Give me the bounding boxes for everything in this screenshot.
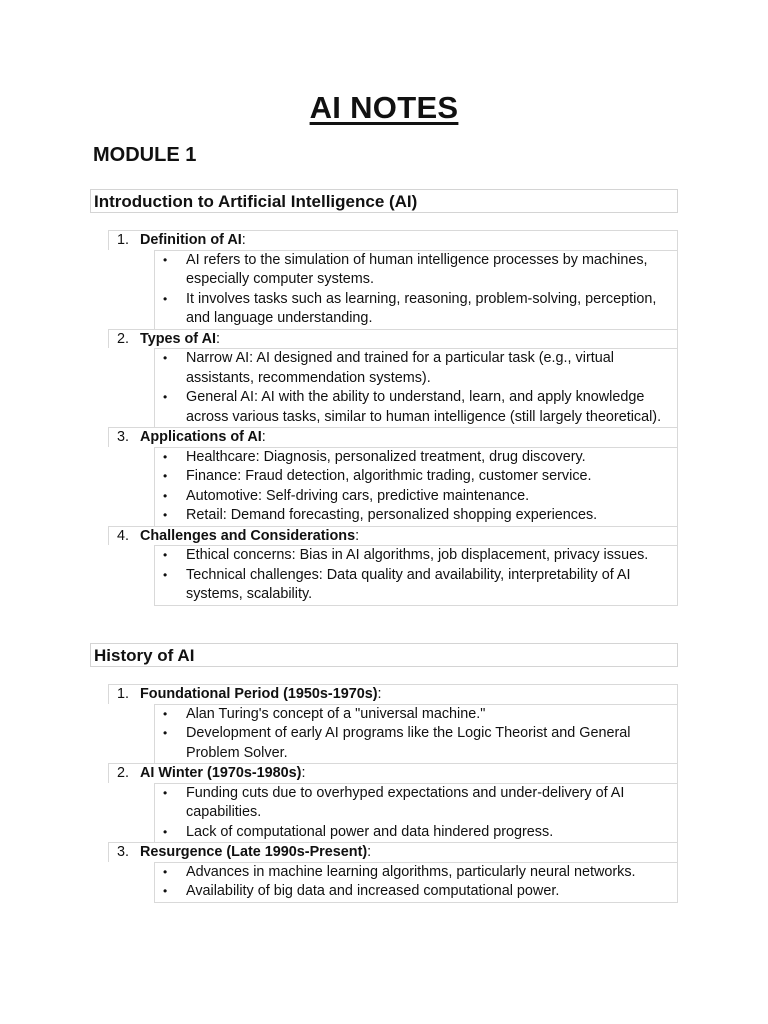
list-item-title	[140, 843, 371, 861]
list-item-label: Foundational Period (1950s-1970s)	[140, 686, 378, 702]
bullet-item	[155, 290, 677, 329]
bullet-item	[155, 546, 677, 566]
numbered-list-introduction	[108, 230, 678, 606]
bullet-item	[155, 566, 677, 605]
bullet-icon: •	[163, 864, 168, 879]
bullet-item	[155, 349, 677, 388]
bullet-item	[155, 784, 677, 823]
bullet-list	[154, 348, 678, 427]
bullet-item	[155, 251, 677, 290]
list-item-suffix: :	[241, 232, 246, 248]
list-item-suffix: :	[301, 765, 306, 782]
list-item-heading	[108, 842, 678, 862]
bullet-list	[154, 704, 678, 764]
list-item-label: Definition of AI	[140, 232, 242, 248]
bullet-text: Funding cuts due to overhyped expectations and under-delivery of AI capabilities.	[186, 784, 625, 821]
bullet-text: Finance: Fraud detection, algorithmic trading, customer service.	[186, 468, 592, 485]
bullet-text: Retail: Demand forecasting, personalized shopping experiences.	[186, 507, 598, 524]
list-item-title	[140, 764, 305, 782]
bullet-item	[155, 506, 677, 526]
bullet-text: Alan Turing's concept of a "universal machine."	[186, 705, 486, 722]
bullet-icon: •	[163, 824, 168, 839]
bullet-text: Lack of computational power and data hindered progress.	[186, 823, 554, 840]
bullet-text: Availability of big data and increased computational power.	[186, 883, 560, 900]
bullet-item	[155, 467, 677, 487]
bullet-item	[155, 705, 677, 725]
bullet-text: Healthcare: Diagnosis, personalized treatment, drug discovery.	[186, 448, 586, 465]
list-item-heading	[108, 763, 678, 783]
list-item-number: 3.	[117, 429, 130, 446]
bullet-text: General AI: AI with the ability to understand, learn, and apply knowledge across various tasks, similar to human intelligence (still largely theoretical).	[186, 389, 662, 425]
list-item-heading	[108, 526, 678, 546]
bullet-text: Advances in machine learning algorithms, particularly neural networks.	[186, 863, 636, 880]
bullet-list	[154, 862, 678, 902]
list-item-number: 4.	[117, 527, 130, 544]
list-item-title	[140, 231, 246, 249]
bullet-icon: •	[163, 252, 168, 267]
bullet-icon: •	[163, 291, 168, 306]
document-title: AI NOTES	[309, 90, 459, 125]
bullet-text: Automotive: Self-driving cars, predictive maintenance.	[186, 487, 530, 504]
list-item-title	[140, 685, 382, 703]
list-bottom-border	[154, 605, 678, 606]
bullet-icon: •	[163, 390, 168, 405]
list-item-title	[140, 428, 266, 446]
bullet-item	[155, 882, 677, 902]
list-item-label: AI Winter (1970s-1980s)	[140, 765, 302, 782]
bullet-text: AI refers to the simulation of human intelligence processes by machines, especially computer systems.	[186, 251, 648, 288]
bullet-list	[154, 783, 678, 843]
list-item-suffix: :	[261, 429, 266, 446]
bullet-icon: •	[163, 884, 168, 899]
bullet-icon: •	[163, 488, 168, 503]
list-item-suffix: :	[377, 686, 382, 702]
list-item-title	[140, 527, 359, 545]
list-item-heading	[108, 427, 678, 447]
list-item-label: Resurgence (Late 1990s-Present)	[140, 844, 368, 861]
bullet-item	[155, 388, 677, 427]
bullet-icon: •	[163, 785, 168, 800]
bullet-text: Development of early AI programs like the Logic Theorist and General Problem Solver.	[186, 725, 631, 761]
list-item-heading	[108, 329, 678, 349]
list-item-label: Types of AI	[140, 330, 216, 347]
list-item-title	[140, 330, 220, 348]
bullet-list	[154, 545, 678, 605]
bullet-item	[155, 724, 677, 763]
bullet-text: Technical challenges: Data quality and availability, interpretability of AI systems, scalability.	[186, 566, 631, 603]
bullet-item	[155, 487, 677, 507]
bullet-list	[154, 447, 678, 526]
bullet-item	[155, 863, 677, 883]
list-item-number: 1.	[117, 686, 130, 702]
list-item-suffix: :	[215, 330, 220, 347]
bullet-text: Ethical concerns: Bias in AI algorithms, job displacement, privacy issues.	[186, 547, 649, 564]
bullet-list	[154, 250, 678, 329]
bullet-icon: •	[163, 706, 168, 721]
bullet-icon: •	[163, 548, 168, 563]
bullet-text: Narrow AI: AI designed and trained for a particular task (e.g., virtual assistants, recommendation systems).	[186, 350, 614, 386]
list-item-number: 2.	[117, 330, 130, 347]
bullet-item	[155, 448, 677, 468]
list-item-number: 2.	[117, 765, 130, 782]
bullet-icon: •	[163, 351, 168, 366]
list-item-label: Challenges and Considerations	[140, 527, 356, 544]
bullet-icon: •	[163, 567, 168, 582]
section-heading-introduction: Introduction to Artificial Intelligence (AI)	[90, 189, 678, 213]
bullet-text: It involves tasks such as learning, reasoning, problem-solving, perception, and language understanding.	[186, 290, 657, 327]
list-item-label: Applications of AI	[140, 429, 262, 446]
list-item-heading	[108, 684, 678, 704]
bullet-icon: •	[163, 469, 168, 484]
list-item-suffix: :	[355, 527, 360, 544]
bullet-icon: •	[163, 726, 168, 741]
bullet-icon: •	[163, 449, 168, 464]
module-heading: MODULE 1	[93, 144, 197, 166]
list-item-number: 1.	[117, 232, 130, 248]
list-bottom-border	[154, 902, 678, 903]
bullet-item	[155, 823, 677, 843]
list-item-suffix: :	[367, 844, 372, 861]
bullet-icon: •	[163, 508, 168, 523]
list-item-heading	[108, 230, 678, 250]
section-heading-history: History of AI	[90, 643, 678, 667]
numbered-list-history	[108, 684, 678, 903]
list-item-number: 3.	[117, 844, 130, 861]
